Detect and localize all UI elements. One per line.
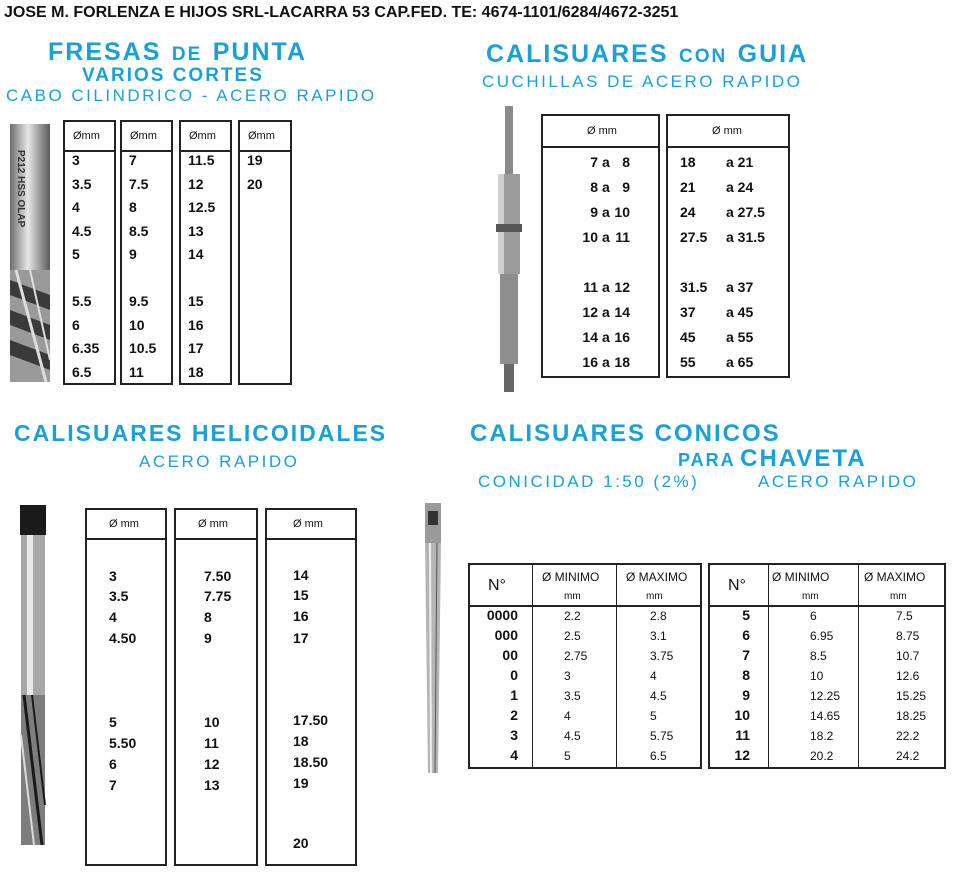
helicoidales-value: 7.50 — [204, 568, 232, 584]
helicoidales-col-1 — [85, 508, 167, 866]
fresas-value: 14 — [188, 246, 204, 262]
conicos-right-min: 10 — [810, 669, 824, 683]
conicos-right-max: 7.5 — [896, 609, 913, 623]
helicoidales-value: 8 — [204, 609, 212, 625]
fresas-value: 16 — [188, 316, 204, 333]
guia-right-from: 37 — [680, 304, 696, 320]
helicoidales-value: 13 — [204, 777, 220, 793]
conicos-right-min: 6.95 — [810, 629, 834, 643]
guia-title-a: CALISUARES — [486, 40, 669, 68]
conicos-right-min: 6 — [810, 609, 817, 623]
conicos-left-min: 3 — [564, 669, 571, 683]
fresas-value: 7 — [129, 152, 137, 168]
conicos-left-max: 5 — [650, 709, 657, 723]
guia-left-to: 18 — [614, 354, 630, 370]
conicos-right-min: 18.2 — [810, 729, 834, 743]
conicos-left-h-num: N° — [488, 577, 506, 594]
conicos-left-max: 3.1 — [650, 629, 667, 643]
fresas-value: 3.5 — [72, 175, 92, 192]
conicos-right-h-max: Ø MAXIMO — [864, 570, 926, 584]
helicoidales-value: 4 — [109, 609, 117, 625]
guia-right-to: a 37 — [726, 279, 754, 295]
guia-left-from: 12 — [582, 304, 598, 320]
helicoidales-value: 17 — [293, 630, 309, 646]
conicos-left-min: 5 — [564, 749, 571, 763]
guia-right-from: 27.5 — [680, 229, 708, 245]
fresas-value: 11 — [129, 363, 144, 380]
helicoidales-value: 16 — [293, 608, 309, 624]
conicos-left-min: 2.5 — [564, 629, 581, 643]
guia-left-from: 14 — [582, 329, 598, 345]
helicoidales-value: 18.50 — [293, 754, 329, 770]
conicos-left-h-max: Ø MAXIMO — [626, 570, 688, 584]
conicos-left-number: 2 — [510, 707, 518, 723]
guia-title-b: CON — [678, 46, 728, 67]
conicos-right-h-num: N° — [728, 577, 746, 594]
conicos-right-max: 10.7 — [896, 649, 920, 663]
guia-left-table — [541, 114, 660, 378]
fresas-value: 6.5 — [72, 363, 92, 380]
helicoidales-value: 7.75 — [204, 588, 232, 604]
guia-left-sep: a — [602, 279, 610, 295]
conicos-left-min: 4.5 — [564, 729, 581, 743]
fresas-col-2-header: Ømm — [130, 130, 157, 142]
fresas-value: 9.5 — [129, 293, 149, 309]
conicos-right-min: 14.65 — [810, 709, 841, 723]
conicos-chaveta: CHAVETA — [740, 445, 867, 472]
conicos-left-number: 3 — [510, 727, 518, 743]
conicos-right-number: 9 — [742, 687, 750, 703]
conicos-right-number: 11 — [735, 727, 750, 743]
fresas-value: 6.35 — [72, 340, 100, 356]
company-header: JOSE M. FORLENZA E HIJOS SRL-LACARRA 53 CAP.FED. TE: 4674-1101/6284/4672-3251 — [4, 4, 679, 21]
guia-right-to: a 65 — [726, 354, 754, 370]
guia-left-sep: a — [602, 354, 610, 370]
guia-right-to: a 45 — [726, 304, 754, 320]
fresas-col-1 — [63, 120, 116, 385]
fresas-value: 12 — [188, 175, 204, 192]
helicoidales-subtitle: ACERO RAPIDO — [139, 452, 300, 471]
fresas-value: 12.5 — [188, 199, 216, 215]
fresas-value: 17 — [188, 340, 204, 356]
guia-left-sep: a — [602, 304, 610, 320]
fresas-value: 8.5 — [129, 222, 149, 239]
conicos-left-min: 2.2 — [564, 609, 581, 623]
guia-title — [486, 40, 808, 69]
helicoidales-col-1-header: Ø mm — [109, 518, 139, 530]
guia-subtitle: CUCHILLAS DE ACERO RAPIDO — [482, 72, 803, 91]
helicoidales-value: 10 — [204, 714, 220, 730]
conicos-right-max: 22.2 — [896, 729, 920, 743]
guia-right-from: 18 — [680, 154, 696, 170]
fresas-col-3 — [179, 120, 232, 385]
conicos-right-number: 6 — [742, 627, 750, 643]
conicos-right-max: 15.25 — [896, 689, 927, 703]
fresas-value: 11.5 — [188, 152, 215, 168]
conicos-left-h-unit-max: mm — [646, 591, 663, 602]
fresas-value: 10.5 — [129, 340, 157, 356]
conicos-left-max: 3.75 — [650, 649, 674, 663]
helicoidales-value: 14 — [293, 567, 309, 583]
fresas-subtitle2: CABO CILINDRICO - ACERO RAPIDO — [6, 86, 377, 105]
conicos-right-number: 8 — [742, 667, 750, 683]
helicoidales-col-3 — [265, 508, 357, 866]
guia-right-to: a 24 — [726, 179, 754, 195]
guia-right-table — [666, 114, 790, 378]
conicos-left-h-unit-min: mm — [564, 591, 581, 602]
helicoidales-value: 17.50 — [293, 712, 329, 728]
guia-left-to: 11 — [615, 229, 630, 245]
guia-left-from: 9 — [590, 204, 598, 220]
conicos-left-number: 0 — [510, 667, 518, 683]
guia-left-sep: a — [602, 204, 610, 220]
guia-right-to: a 31.5 — [726, 229, 765, 245]
conicos-right-number: 12 — [734, 747, 750, 763]
guia-right-to: a 55 — [726, 329, 754, 345]
guia-left-to: 12 — [614, 279, 630, 295]
helicoidales-value: 5.50 — [109, 735, 137, 751]
fresas-title-a: FRESAS — [48, 38, 162, 66]
helicoidales-col-2-header: Ø mm — [198, 518, 228, 530]
fresas-subtitle1: VARIOS CORTES — [82, 65, 264, 86]
helicoidales-value: 3.5 — [109, 588, 129, 604]
guia-right-from: 31.5 — [680, 279, 708, 295]
helicoidales-value: 19 — [293, 775, 309, 791]
fresas-value: 8 — [129, 199, 137, 215]
guia-left-sep: a — [602, 154, 610, 170]
conicos-right-max: 8.75 — [896, 629, 920, 643]
guia-left-header: Ø mm — [587, 125, 617, 137]
conicos-right-h-unit-max: mm — [890, 591, 907, 602]
fresas-value: 20 — [247, 175, 263, 192]
fresas-col-3-header: Ømm — [189, 130, 216, 142]
conicos-left-max: 4.5 — [650, 689, 667, 703]
helicoidales-value: 15 — [293, 587, 309, 603]
fresas-value: 5 — [72, 246, 80, 262]
fresas-value: 4.5 — [72, 222, 92, 239]
fresas-value: 6 — [72, 316, 80, 333]
helicoidales-col-3-header: Ø mm — [293, 518, 323, 530]
conicos-right-max: 24.2 — [896, 749, 920, 763]
guia-right-from: 24 — [680, 204, 696, 220]
conicos-title: CALISUARES CONICOS — [470, 420, 781, 447]
fresas-value: 7.5 — [129, 175, 149, 192]
fresas-col-1-header: Ømm — [73, 130, 100, 142]
helicoidales-col-2 — [174, 508, 258, 866]
guia-left-from: 8 — [590, 179, 598, 195]
conicos-right-max: 12.6 — [896, 669, 920, 683]
end-mill-marking: P212 HSS OLAP — [15, 150, 26, 228]
conicos-left-min: 2.75 — [564, 649, 588, 663]
end-mill-image — [6, 120, 54, 386]
fresas-value: 10 — [129, 316, 145, 333]
conicos-right-min: 12.25 — [810, 689, 841, 703]
guia-left-from: 10 — [582, 229, 598, 245]
helicoidales-value: 20 — [293, 835, 309, 851]
guia-left-sep: a — [602, 179, 610, 195]
helicoidales-value: 9 — [204, 630, 212, 646]
helicoidales-value: 5 — [109, 714, 117, 730]
helicoidales-value: 12 — [204, 756, 220, 772]
conicos-right-number: 7 — [742, 647, 750, 663]
guia-left-to: 10 — [614, 204, 630, 220]
conicos-left-h-min: Ø MINIMO — [542, 570, 600, 584]
fresas-col-4-header: Ømm — [248, 130, 275, 142]
fresas-col-2 — [120, 120, 173, 385]
fresas-title-c: PUNTA — [212, 38, 307, 66]
guia-right-from: 45 — [680, 329, 696, 345]
helicoidales-value: 18 — [293, 733, 309, 749]
guia-left-to: 14 — [614, 304, 630, 320]
fresas-value: 9 — [129, 246, 137, 262]
conicos-right-table — [708, 563, 946, 769]
fresas-value: 4 — [72, 199, 80, 215]
guia-right-header: Ø mm — [712, 125, 742, 137]
fresas-value: 5.5 — [72, 293, 92, 309]
fresas-col-4 — [238, 120, 292, 385]
spiral-reamer-image — [18, 505, 48, 850]
conicos-left-min: 4 — [564, 709, 571, 723]
guia-title-c: GUIA — [737, 40, 809, 68]
conicos-right-h-min: Ø MINIMO — [772, 570, 830, 584]
conicos-left-max: 4 — [650, 669, 657, 683]
conicos-left-max: 5.75 — [650, 729, 674, 743]
fresas-value: 15 — [188, 293, 204, 309]
helicoidales-value: 7 — [109, 777, 117, 793]
fresas-value: 13 — [188, 222, 204, 239]
helicoidales-value: 3 — [109, 568, 117, 584]
guided-reamer-image — [492, 104, 526, 394]
guia-left-from: 11 — [583, 279, 598, 295]
guia-right-from: 55 — [680, 354, 696, 370]
helicoidales-value: 6 — [109, 756, 117, 772]
fresas-value: 18 — [188, 363, 204, 380]
conicos-right-min: 20.2 — [810, 749, 834, 763]
guia-left-sep: a — [602, 229, 610, 245]
conicos-right-max: 18.25 — [896, 709, 927, 723]
conicos-left-table — [468, 563, 702, 769]
conicos-right-h-unit-min: mm — [802, 591, 819, 602]
conicos-material: ACERO RAPIDO — [758, 472, 919, 491]
fresas-title-b: DE — [171, 44, 203, 65]
conicos-left-max: 2.8 — [650, 609, 667, 623]
conicos-left-min: 3.5 — [564, 689, 581, 703]
conicos-para-chaveta — [678, 445, 867, 473]
fresas-value: 3 — [72, 152, 80, 168]
guia-right-to: a 21 — [726, 154, 754, 170]
conicos-left-max: 6.5 — [650, 749, 667, 763]
helicoidales-value: 11 — [204, 735, 219, 751]
guia-left-from: 7 — [590, 154, 598, 170]
guia-right-to: a 27.5 — [726, 204, 765, 220]
guia-left-to: 8 — [622, 154, 630, 170]
guia-left-from: 16 — [582, 354, 598, 370]
conicos-conicidad: CONICIDAD 1:50 (2%) — [478, 472, 700, 491]
conicos-left-number: 00 — [502, 647, 518, 663]
guia-left-sep: a — [602, 329, 610, 345]
taper-reamer-image — [422, 503, 444, 775]
helicoidales-value: 4.50 — [109, 630, 137, 646]
conicos-right-min: 8.5 — [810, 649, 827, 663]
fresas-value: 19 — [247, 152, 263, 168]
conicos-right-number: 10 — [734, 707, 750, 723]
guia-right-from: 21 — [680, 179, 696, 195]
conicos-right-number: 5 — [742, 607, 750, 623]
fresas-title — [48, 38, 307, 67]
conicos-left-number: 0000 — [486, 607, 518, 623]
conicos-para: PARA — [678, 450, 736, 470]
guia-left-to: 16 — [614, 329, 630, 345]
helicoidales-title: CALISUARES HELICOIDALES — [14, 420, 388, 446]
conicos-left-number: 000 — [494, 627, 518, 643]
conicos-left-number: 1 — [510, 687, 518, 703]
guia-left-to: 9 — [622, 179, 630, 195]
conicos-left-number: 4 — [510, 747, 518, 763]
